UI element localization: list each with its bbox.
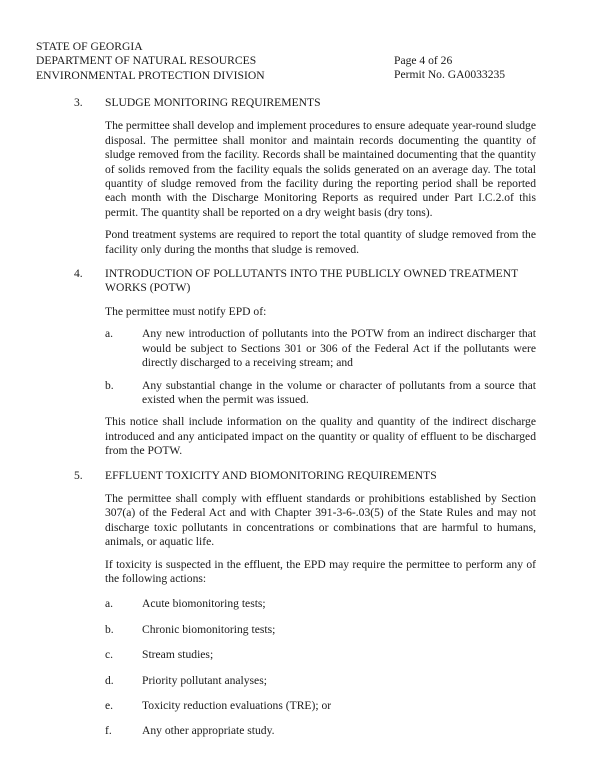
list-item — [105, 699, 536, 713]
list-item-label: a. — [105, 597, 114, 611]
list-item-label: b. — [105, 622, 114, 636]
section-number: 3. — [74, 96, 83, 109]
list-item — [105, 623, 536, 637]
list-item-text: Stream studies; — [142, 648, 214, 662]
list-item — [105, 379, 536, 408]
list-item-label: a. — [105, 327, 114, 341]
section-introduction-of-pollutants — [74, 267, 536, 458]
paragraph: The permittee shall comply with effluent standards or prohibitions established by Section 307(a) of the Federal Act and with Chapter 391-3-6-.03(5) of the State Rules and may not discharge toxic pollutants in concentrations or combinations that are harmful to humans, animals, or aquatic life. — [105, 491, 536, 549]
agency-line-division: ENVIRONMENTAL PROTECTION DIVISION — [36, 68, 265, 82]
section-number: 4. — [74, 267, 83, 281]
page-header — [36, 40, 534, 83]
paragraph: The permittee shall develop and implement procedures to ensure adequate year-round sludge disposal. The permittee shall monitor and maintain records documenting the quantity of sludge removed from the facility. Records shall be maintained documenting that the quantity of solids removed from the facility equals the solids generated on an average day. The total quantity of sludge removed from the facility during the reporting period shall be reported each month with the Discharge Monitoring Reports as required under Part I.C.2.of this permit. The quantity shall be reported on a dry weight basis (dry tons). — [105, 119, 536, 219]
list-item-text: Any new introduction of pollutants into the POTW from an indirect discharger that would be subject to Sections 301 or 306 of the Federal Act if the pollutants were directly discharged to a receiving stream; and — [142, 327, 536, 370]
list-item-label: f. — [105, 724, 112, 738]
list-item-text: Priority pollutant analyses; — [142, 673, 267, 687]
list-item — [105, 724, 536, 738]
list-item-text: Acute biomonitoring tests; — [142, 597, 266, 611]
list-item — [105, 597, 536, 611]
section-sludge-monitoring — [74, 96, 536, 257]
paragraph: Pond treatment systems are required to report the total quantity of sludge removed from the facility only during the months that sludge is removed. — [105, 228, 536, 256]
page-number: Page 4 of 26 — [394, 54, 453, 67]
list-item-text: Any other appropriate study. — [142, 724, 275, 738]
list-item — [105, 674, 536, 688]
list-item-label: d. — [105, 673, 114, 687]
document-body — [74, 96, 536, 739]
section-title: SLUDGE MONITORING REQUIREMENTS — [105, 96, 321, 109]
permit-number: Permit No. GA0033235 — [394, 68, 506, 82]
paragraph: The permittee must notify EPD of: — [105, 304, 267, 318]
section-effluent-toxicity — [74, 469, 536, 739]
paragraph: If toxicity is suspected in the effluent, the EPD may require the permittee to perform any of the following actions: — [105, 557, 536, 585]
paragraph: This notice shall include information on the quality and quantity of the indirect discharge introduced and any anticipated impact on the quantity or quality of effluent to be discharged from the POTW. — [105, 415, 536, 458]
page-permit-block — [394, 54, 534, 83]
list-item-label: b. — [105, 378, 114, 392]
agency-line-state: STATE OF GEORGIA — [36, 40, 143, 53]
section-title: INTRODUCTION OF POLLUTANTS INTO THE PUBLICLY OWNED TREATMENT WORKS (POTW) — [105, 267, 519, 295]
list-item — [105, 648, 536, 662]
list-item-text: Chronic biomonitoring tests; — [142, 622, 276, 636]
section-number: 5. — [74, 468, 83, 482]
list-item — [105, 327, 536, 370]
list-item-text: Any substantial change in the volume or character of pollutants from a source that existed when the permit was issued. — [142, 378, 536, 406]
list-item-text: Toxicity reduction evaluations (TRE); or — [142, 699, 332, 712]
list-item-label: e. — [105, 699, 114, 712]
list-item-label: c. — [105, 648, 114, 662]
section-title: EFFLUENT TOXICITY AND BIOMONITORING REQUIREMENTS — [105, 468, 437, 482]
agency-line-department: DEPARTMENT OF NATURAL RESOURCES — [36, 54, 257, 68]
